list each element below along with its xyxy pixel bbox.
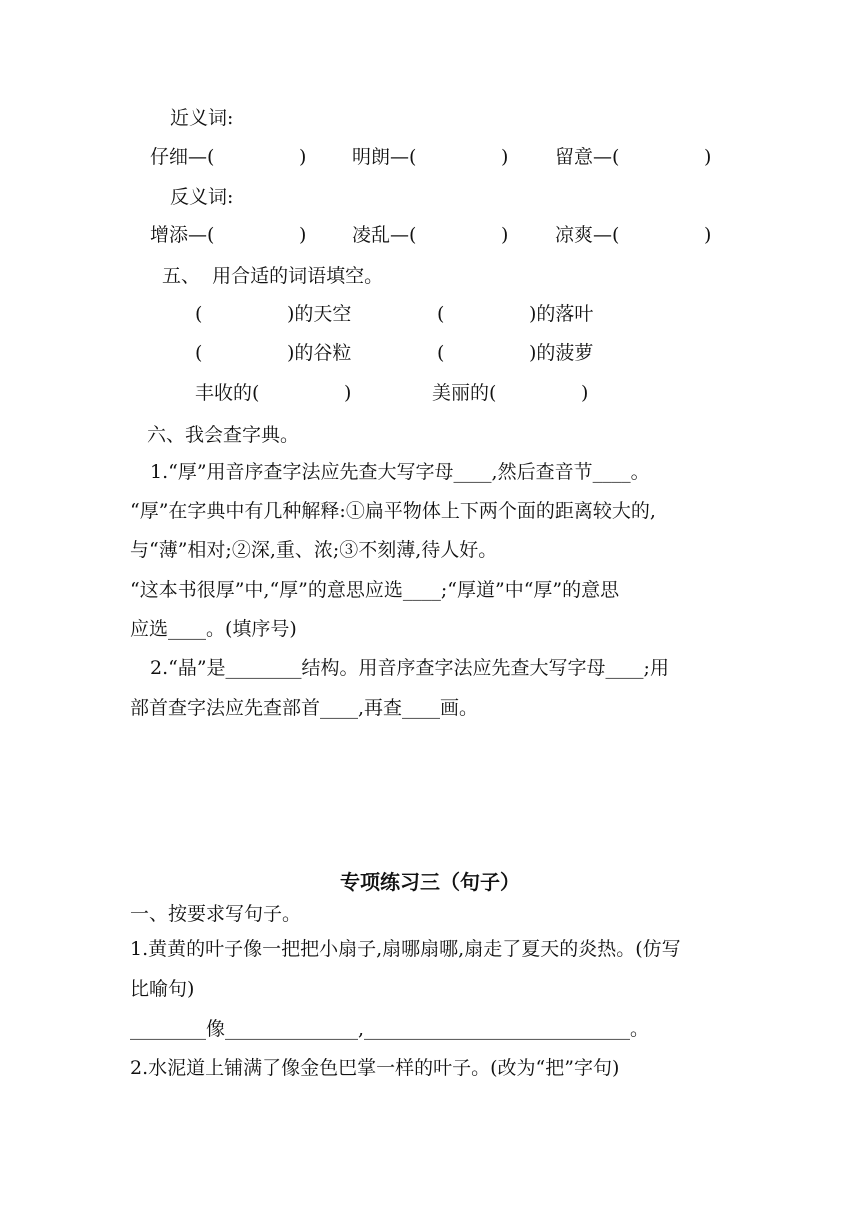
practice-section-heading: 一、按要求写句子。: [130, 903, 302, 925]
antonym-item: 凉爽—( ): [555, 224, 712, 246]
antonym-item: 凌乱—( ): [352, 224, 509, 246]
dictionary-question: 与“薄”相对;②深,重、浓;③不刻薄,待人好。: [130, 539, 498, 561]
synonym-item: 留意—( ): [555, 146, 712, 168]
dictionary-question: “厚”在字典中有几种解释:①扁平物体上下两个面的距离较大的,: [130, 500, 656, 522]
dictionary-question: 2.“晶”是________结构。用音序查字法应先查大写字母____;用: [150, 657, 669, 679]
fill-row: [0, 340, 860, 366]
fill-row: [0, 301, 860, 327]
dictionary-question: “这本书很厚”中,“厚”的意思应选____;“厚道”中“厚”的意思: [130, 579, 620, 601]
antonyms-heading: 反义词:: [170, 186, 234, 208]
section6-heading: 六、我会查字典。: [147, 424, 300, 446]
dictionary-question: 1.“厚”用音序查字法应先查大写字母____,然后查音节____。: [150, 461, 650, 483]
fill-item: ( )的天空: [195, 303, 352, 325]
fill-row: [0, 380, 860, 406]
dictionary-question: 应选____。(填序号): [130, 618, 297, 640]
synonym-item: 明朗—( ): [352, 146, 509, 168]
section5-heading: 五、 用合适的词语填空。: [162, 265, 384, 287]
fill-item: 丰收的( ): [195, 382, 352, 404]
sentence-question: 2.水泥道上铺满了像金色巴掌一样的叶子。(改为“把”字句): [130, 1057, 620, 1079]
fill-item: 美丽的( ): [432, 382, 589, 404]
synonyms-row: [0, 144, 860, 170]
sentence-question: 比喻句): [130, 978, 195, 1000]
sentence-question: 1.黄黄的叶子像一把把小扇子,扇哪扇哪,扇走了夏天的炎热。(仿写: [130, 938, 681, 960]
page-title: 专项练习三（句子）: [340, 870, 520, 894]
synonyms-heading: 近义词:: [170, 107, 234, 129]
fill-item: ( )的落叶: [437, 303, 594, 325]
dictionary-question: 部首查字法应先查部首____,再查____画。: [130, 697, 479, 719]
synonym-item: 仔细—( ): [150, 146, 307, 168]
fill-item: ( )的菠萝: [437, 342, 594, 364]
antonym-item: 增添—( ): [150, 224, 307, 246]
sentence-answer-line: ________像______________,____________________________。: [130, 1018, 650, 1040]
fill-item: ( )的谷粒: [195, 342, 352, 364]
antonyms-row: [0, 222, 860, 248]
